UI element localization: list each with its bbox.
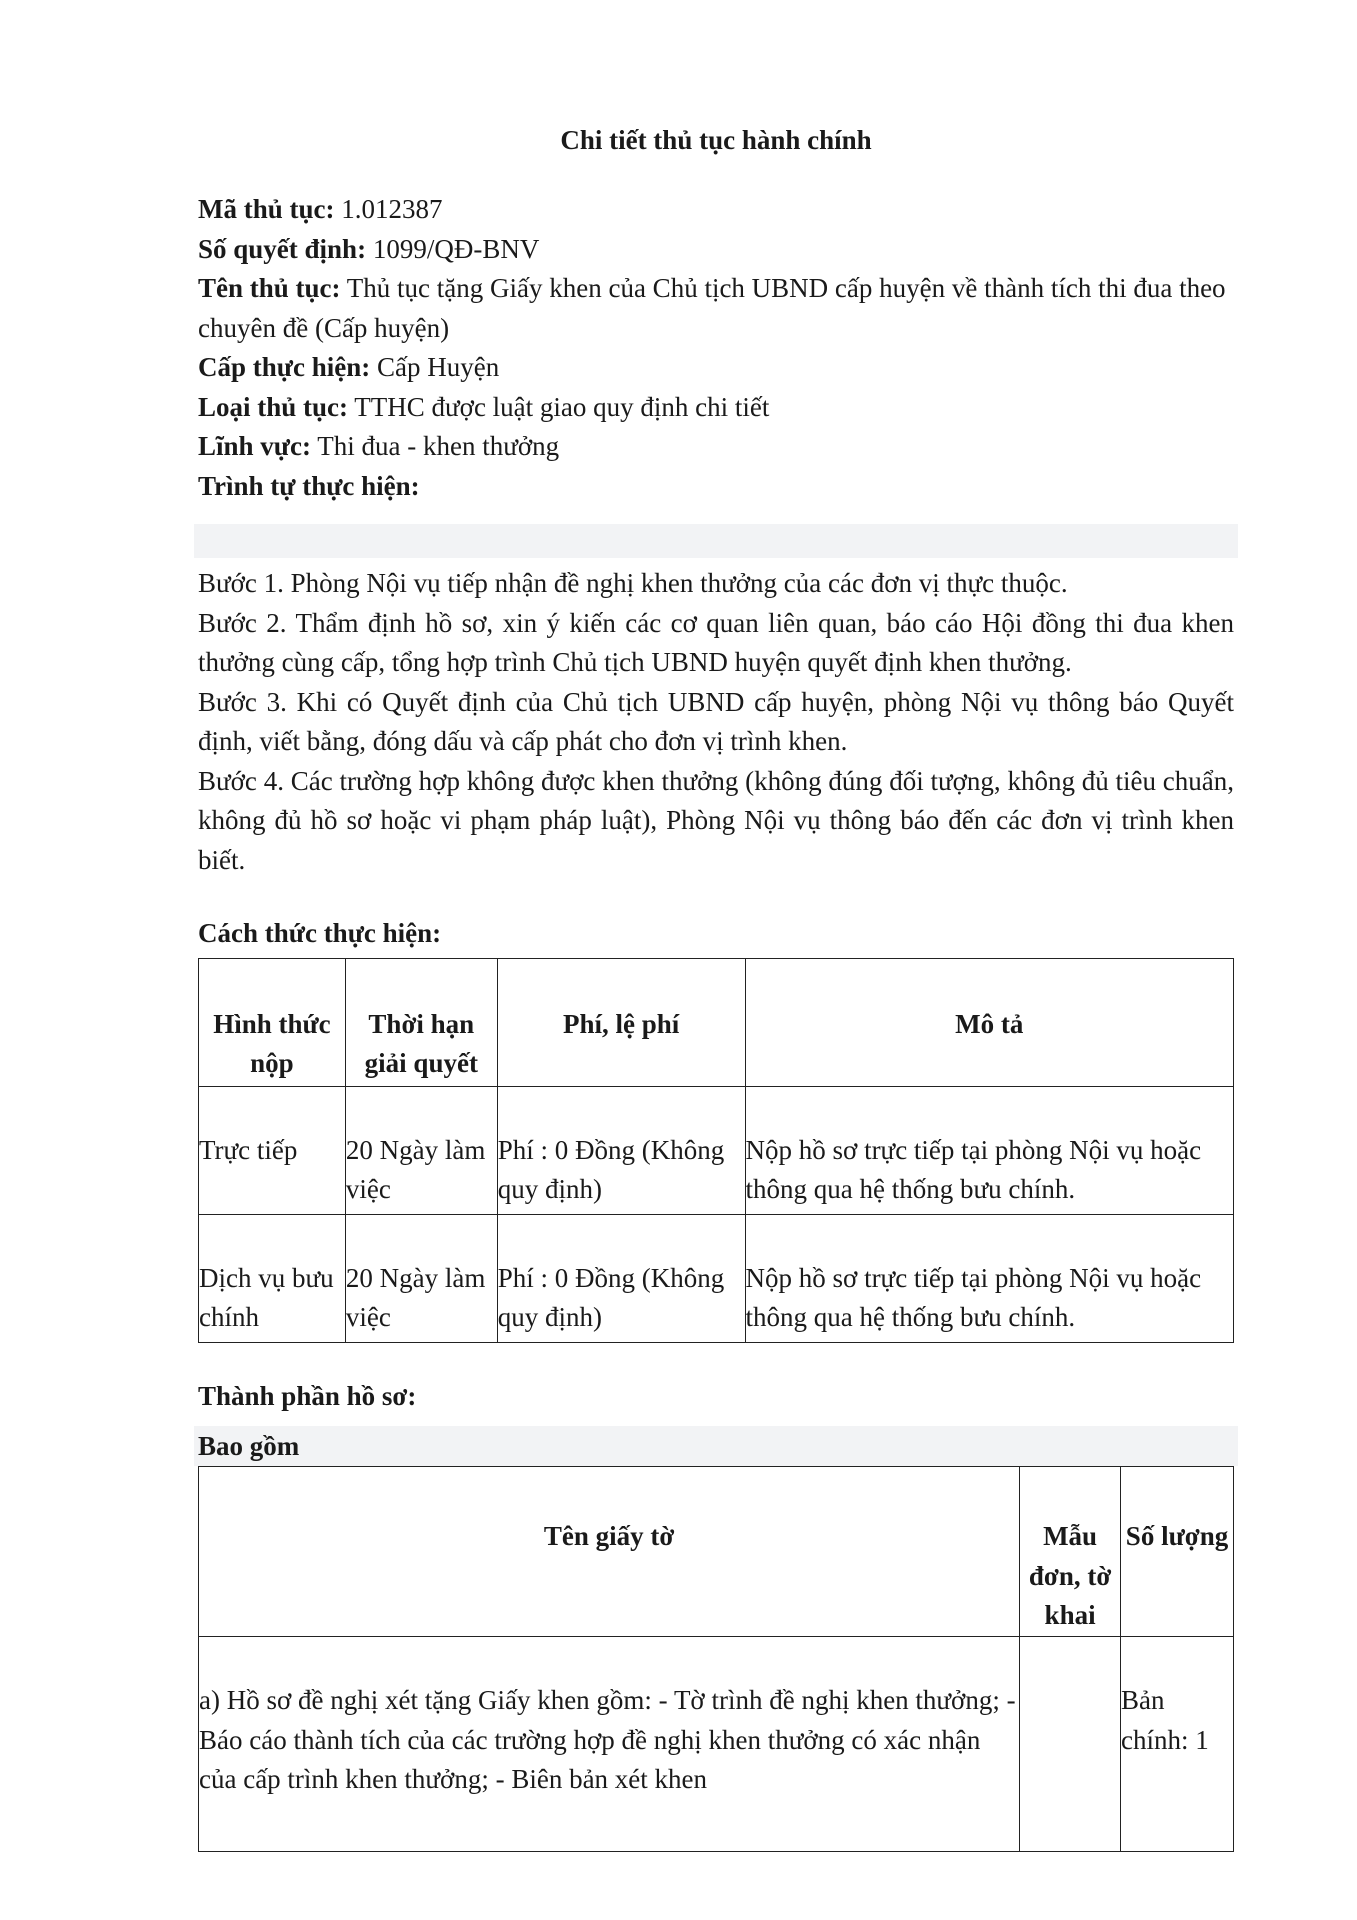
docs-band: Bao gồm <box>194 1426 1238 1466</box>
table-row <box>199 1086 1234 1214</box>
cell-form-template <box>1020 1637 1121 1852</box>
step-item: Bước 1. Phòng Nội vụ tiếp nhận đề nghị khen thưởng của các đơn vị thực thuộc. <box>198 568 1068 598</box>
cell-quantity: Bản chính: 1 <box>1121 1637 1234 1852</box>
meta-level: Cấp thực hiện: Cấp Huyện <box>198 352 500 382</box>
meta-code: Mã thủ tục: 1.012387 <box>198 194 443 224</box>
procedure-meta <box>198 190 1234 506</box>
method-heading: Cách thức thực hiện: <box>198 918 442 948</box>
step-item: Bước 2. Thẩm định hồ sơ, xin ý kiến các cơ quan liên quan, báo cáo Hội đồng thi đua khen thưởng cùng cấp, tổng hợp trình Chủ tịch UBND huyện quyết định khen thưởng. <box>198 607 1234 677</box>
meta-type: Loại thủ tục: TTHC được luật giao quy định chi tiết <box>198 391 770 422</box>
sequence-heading: Trình tự thực hiện: <box>198 470 420 501</box>
shaded-band <box>194 524 1238 558</box>
cell-fee: Phí : 0 Đồng (Không quy định) <box>497 1214 745 1342</box>
step-item: Bước 3. Khi có Quyết định của Chủ tịch UBND cấp huyện, phòng Nội vụ thông báo Quyết định, viết bằng, đóng dấu và cấp phát cho đơn vị trình khen. <box>198 686 1234 756</box>
docs-table <box>198 1466 1234 1852</box>
table-header-row <box>199 958 1234 1086</box>
page-title: Chi tiết thủ tục hành chính <box>560 125 872 155</box>
docs-heading: Thành phần hồ sơ: <box>198 1380 417 1411</box>
steps-list <box>198 564 1234 880</box>
cell-document-name: a) Hồ sơ đề nghị xét tặng Giấy khen gồm: - Tờ trình đề nghị khen thưởng; - Báo cáo thành tích của các trường hợp đề nghị khen thưởng có xác nhận của cấp trình khen thưởng; - Biên bản xét khen <box>199 1637 1020 1852</box>
table-row <box>199 1214 1234 1342</box>
cell-time: 20 Ngày làm việc <box>345 1086 497 1214</box>
header-form-template: Mẫu đơn, tờ khai <box>1020 1467 1121 1637</box>
cell-description: Nộp hồ sơ trực tiếp tại phòng Nội vụ hoặc thông qua hệ thống bưu chính. <box>745 1214 1233 1342</box>
header-description: Mô tả <box>745 958 1233 1086</box>
table-row <box>199 1637 1234 1852</box>
cell-form: Dịch vụ bưu chính <box>199 1214 346 1342</box>
meta-decision: Số quyết định: 1099/QĐ-BNV <box>198 233 540 264</box>
step-item: Bước 4. Các trường hợp không được khen thưởng (không đúng đối tượng, không đủ tiêu chuẩn, không đủ hồ sơ hoặc vi phạm pháp luật), Phòng Nội vụ thông báo đến các đơn vị trình khen biết. <box>198 765 1234 875</box>
header-processing-time: Thời hạn giải quyết <box>345 958 497 1086</box>
header-fee: Phí, lệ phí <box>497 958 745 1086</box>
table-header-row <box>199 1467 1234 1637</box>
meta-name: Tên thủ tục: Thủ tục tặng Giấy khen của Chủ tịch UBND cấp huyện về thành tích thi đua theo chuyên đề (Cấp huyện) <box>198 273 1226 343</box>
cell-description: Nộp hồ sơ trực tiếp tại phòng Nội vụ hoặc thông qua hệ thống bưu chính. <box>745 1086 1233 1214</box>
document-page <box>198 120 1234 1852</box>
header-submission-form: Hình thức nộp <box>199 958 346 1086</box>
header-quantity: Số lượng <box>1121 1467 1234 1637</box>
header-document-name: Tên giấy tờ <box>199 1467 1020 1637</box>
method-table <box>198 958 1234 1343</box>
cell-time: 20 Ngày làm việc <box>345 1214 497 1342</box>
meta-field: Lĩnh vực: Thi đua - khen thưởng <box>198 431 560 461</box>
cell-form: Trực tiếp <box>199 1086 346 1214</box>
cell-fee: Phí : 0 Đồng (Không quy định) <box>497 1086 745 1214</box>
